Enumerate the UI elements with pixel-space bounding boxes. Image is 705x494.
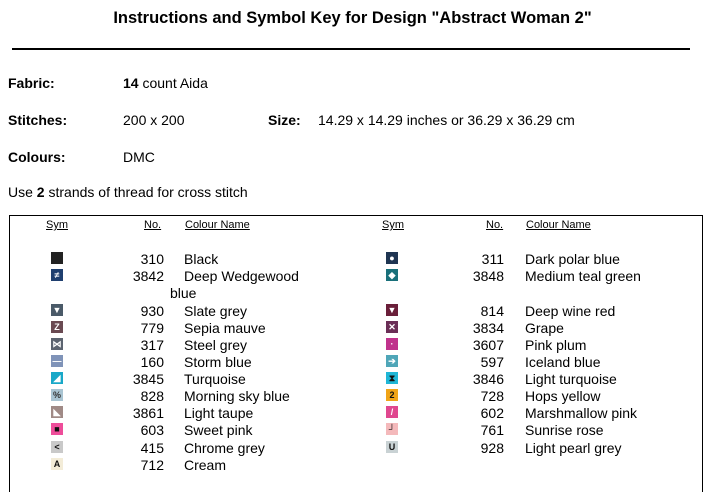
left-colour-number: 317: [140, 337, 164, 353]
stitches-value: 200 x 200: [123, 112, 185, 128]
dot-icon: ·: [386, 338, 398, 350]
left-colour-number: 779: [140, 320, 164, 336]
left-colour-number: 828: [140, 388, 164, 404]
title-divider: [12, 48, 690, 50]
header-name-right: Colour Name: [526, 219, 591, 231]
right-colour-name: Medium teal green: [525, 268, 641, 284]
fabric-type: count Aida: [138, 75, 208, 91]
strands-instruction: [8, 184, 248, 200]
hourglass-icon: ⧗: [386, 372, 398, 384]
colours-label: Colours:: [8, 149, 66, 165]
digit-two-icon: 2: [386, 389, 398, 401]
left-colour-name: Sweet pink: [184, 422, 253, 438]
cross-icon: ✕: [386, 321, 398, 333]
fabric-label: Fabric:: [8, 75, 55, 91]
right-colour-name: Pink plum: [525, 337, 587, 353]
colours-value: DMC: [123, 149, 155, 165]
left-colour-name: Steel grey: [184, 337, 248, 353]
strands-post: strands of thread for cross stitch: [44, 184, 248, 200]
header-no-left: No.: [144, 219, 162, 231]
header-sym-right: Sym: [382, 219, 404, 231]
dash-icon: —: [52, 356, 62, 366]
left-colour-name: Light taupe: [184, 405, 254, 421]
left-colour-name: Slate grey: [184, 303, 248, 319]
corner-bracket-icon: ┘: [386, 423, 398, 435]
right-colour-name: Grape: [525, 320, 564, 336]
left-colour-number: 3842: [132, 268, 164, 284]
right-colour-number: 3607: [472, 337, 504, 353]
right-colour-number: 761: [480, 422, 504, 438]
left-colour-name: Chrome grey: [184, 440, 265, 456]
fabric-value: [123, 75, 208, 91]
left-colour-name: Deep Wedgewood: [184, 268, 299, 284]
header-sym-left: Sym: [46, 219, 68, 231]
left-colour-number: 930: [140, 303, 164, 319]
inner-square-icon: ■: [51, 423, 63, 435]
size-label: Size:: [268, 112, 301, 128]
right-colour-number: 728: [480, 388, 504, 404]
strands-pre: Use: [8, 184, 37, 200]
right-colour-number: 311: [481, 251, 504, 267]
letter-z-icon: Z: [51, 321, 63, 333]
left-colour-number: 415: [140, 440, 164, 456]
right-colour-number: 602: [480, 405, 504, 421]
arrow-right-icon: ➔: [386, 355, 398, 367]
size-value: 14.29 x 14.29 inches or 36.29 x 36.29 cm: [318, 112, 575, 128]
diamond-icon: ◆: [386, 269, 398, 281]
not-equal-icon: ≠: [51, 269, 63, 281]
right-colour-name: Sunrise rose: [525, 422, 604, 438]
left-colour-name: Cream: [184, 457, 227, 473]
bowtie-icon: ⋈: [52, 339, 62, 349]
left-colour-number: 310: [140, 251, 164, 267]
left-colour-number: 603: [140, 422, 164, 438]
left-colour-number: 3845: [132, 371, 164, 387]
left-colour-name: Turquoise: [184, 371, 246, 387]
left-colour-name: Sepia mauve: [184, 320, 266, 336]
right-colour-name: Iceland blue: [525, 354, 601, 370]
corner-triangle-icon: ◢: [51, 372, 63, 384]
right-colour-name: Deep wine red: [525, 303, 616, 319]
header-name-left: Colour Name: [185, 219, 250, 231]
triangle-down-icon: ▼: [52, 305, 62, 315]
left-colour-number: 712: [140, 457, 164, 473]
right-colour-number: 928: [480, 440, 504, 456]
letter-u-icon: U: [386, 441, 398, 453]
right-colour-name: Light turquoise: [525, 371, 617, 387]
fabric-count: 14: [123, 75, 139, 91]
heart-icon: ▼: [387, 305, 397, 315]
left-colour-name: Morning sky blue: [184, 388, 290, 404]
page-title: Instructions and Symbol Key for Design "Abstract Woman 2": [113, 9, 592, 27]
left-colour-name: Storm blue: [184, 354, 252, 370]
right-colour-name: Hops yellow: [525, 388, 601, 404]
header-no-right: No.: [486, 219, 504, 231]
ruler-triangle-icon: ◣: [51, 406, 63, 418]
right-colour-name: Marshmallow pink: [525, 405, 638, 421]
letter-a-icon: A: [51, 458, 63, 470]
right-colour-number: 3848: [472, 268, 504, 284]
right-colour-number: 3834: [472, 320, 504, 336]
right-colour-name: Dark polar blue: [525, 251, 620, 267]
left-colour-name: Black: [184, 251, 219, 267]
left-colour-number: 3861: [132, 405, 164, 421]
left-colour-name-continued: blue: [170, 285, 197, 301]
solid-square-icon: [51, 252, 63, 264]
right-colour-number: 814: [480, 303, 504, 319]
circle-icon: ●: [386, 252, 398, 264]
left-colour-number: 160: [140, 354, 164, 370]
right-colour-number: 3846: [472, 371, 504, 387]
stitches-label: Stitches:: [8, 112, 68, 128]
strands-count: 2: [36, 184, 45, 200]
slash-icon: /: [386, 406, 398, 418]
less-than-icon: <: [51, 441, 63, 453]
right-colour-name: Light pearl grey: [525, 440, 622, 456]
right-colour-number: 597: [480, 354, 504, 370]
percent-icon: %: [52, 390, 61, 400]
